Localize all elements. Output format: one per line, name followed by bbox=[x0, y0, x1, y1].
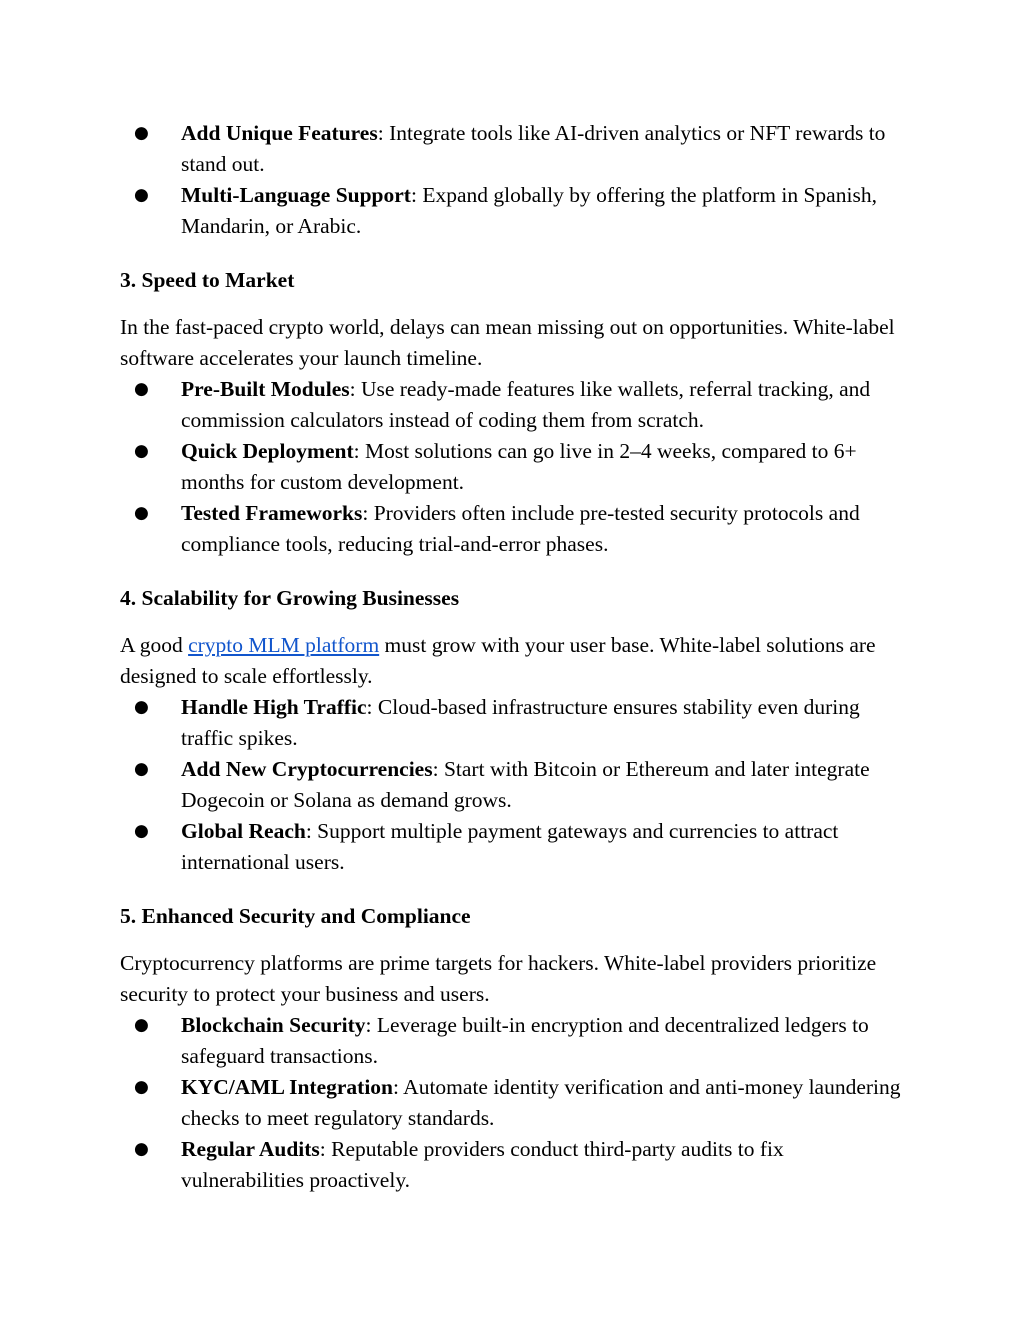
list-item bbox=[120, 816, 910, 878]
bullet-icon: ● bbox=[134, 503, 149, 523]
list-item-text: : Providers often include pre-tested security protocols and compliance tools, reducing trial-and-error phases. bbox=[181, 501, 860, 556]
list-item-text: : Reputable providers conduct third-party audits to fix vulnerabilities proactively. bbox=[181, 1137, 784, 1192]
list-item-text: : Expand globally by offering the platform in Spanish, Mandarin, or Arabic. bbox=[181, 183, 877, 238]
list-item-term: KYC/AML Integration bbox=[181, 1075, 394, 1099]
crypto-mlm-platform-link[interactable]: crypto MLM platform bbox=[188, 633, 380, 657]
section-heading-scalability: 4. Scalability for Growing Businesses bbox=[120, 586, 460, 610]
bullet-icon: ● bbox=[134, 123, 149, 143]
list-item bbox=[120, 374, 910, 436]
bullet-icon: ● bbox=[134, 1139, 149, 1159]
list-item-text: : Automate identity verification and anti-money laundering checks to meet regulatory standards. bbox=[181, 1075, 901, 1130]
list-item bbox=[120, 1010, 910, 1072]
section-paragraph: Cryptocurrency platforms are prime targets for hackers. White-label providers prioritize security to protect your business and users. bbox=[120, 951, 877, 1006]
list-item-text: : Leverage built-in encryption and decentralized ledgers to safeguard transactions. bbox=[181, 1013, 869, 1068]
section-heading-speed-to-market: 3. Speed to Market bbox=[120, 268, 295, 292]
list-item bbox=[120, 180, 910, 242]
list-item-text: : Start with Bitcoin or Ethereum and later integrate Dogecoin or Solana as demand grows. bbox=[181, 757, 870, 812]
bullet-icon: ● bbox=[134, 1015, 149, 1035]
paragraph-text-before-link: A good bbox=[120, 633, 189, 657]
section-heading-security: 5. Enhanced Security and Compliance bbox=[120, 904, 471, 928]
list-item bbox=[120, 754, 910, 816]
bullet-icon: ● bbox=[134, 697, 149, 717]
intro-bullet-list bbox=[120, 118, 910, 242]
list-item-term: Multi-Language Support bbox=[181, 183, 411, 207]
list-item-term: Tested Frameworks bbox=[181, 501, 363, 525]
bullet-icon: ● bbox=[134, 759, 149, 779]
list-item bbox=[120, 1134, 910, 1196]
list-item-term: Handle High Traffic bbox=[181, 695, 367, 719]
paragraph-text-after-link: must grow with your user base. White-label solutions are designed to scale effortlessly. bbox=[120, 633, 876, 688]
list-item bbox=[120, 692, 910, 754]
list-item bbox=[120, 1072, 910, 1134]
list-item bbox=[120, 498, 910, 560]
scalability-bullet-list bbox=[120, 692, 910, 878]
list-item-term: Blockchain Security bbox=[181, 1013, 366, 1037]
list-item-text: : Use ready-made features like wallets, referral tracking, and commission calculators instead of coding them from scratch. bbox=[181, 377, 871, 432]
list-item bbox=[120, 436, 910, 498]
list-item-term: Add Unique Features bbox=[181, 121, 378, 145]
list-item-term: Global Reach bbox=[181, 819, 306, 843]
list-item-text: : Most solutions can go live in 2–4 weeks, compared to 6+ months for custom development. bbox=[181, 439, 857, 494]
bullet-icon: ● bbox=[134, 379, 149, 399]
list-item-text: : Cloud-based infrastructure ensures stability even during traffic spikes. bbox=[181, 695, 860, 750]
list-item-term: Quick Deployment bbox=[181, 439, 354, 463]
list-item-term: Regular Audits bbox=[181, 1137, 320, 1161]
document-page bbox=[120, 118, 910, 1196]
list-item-term: Add New Cryptocurrencies bbox=[181, 757, 433, 781]
bullet-icon: ● bbox=[134, 1077, 149, 1097]
list-item-text: : Support multiple payment gateways and currencies to attract international users. bbox=[181, 819, 839, 874]
list-item bbox=[120, 118, 910, 180]
list-item-term: Pre-Built Modules bbox=[181, 377, 350, 401]
section-paragraph bbox=[120, 630, 910, 692]
list-item-text: : Integrate tools like AI-driven analytics or NFT rewards to stand out. bbox=[181, 121, 886, 176]
bullet-icon: ● bbox=[134, 821, 149, 841]
speed-bullet-list bbox=[120, 374, 910, 560]
security-bullet-list bbox=[120, 1010, 910, 1196]
bullet-icon: ● bbox=[134, 441, 149, 461]
bullet-icon: ● bbox=[134, 185, 149, 205]
section-paragraph: In the fast-paced crypto world, delays can mean missing out on opportunities. White-label software accelerates your launch timeline. bbox=[120, 315, 895, 370]
